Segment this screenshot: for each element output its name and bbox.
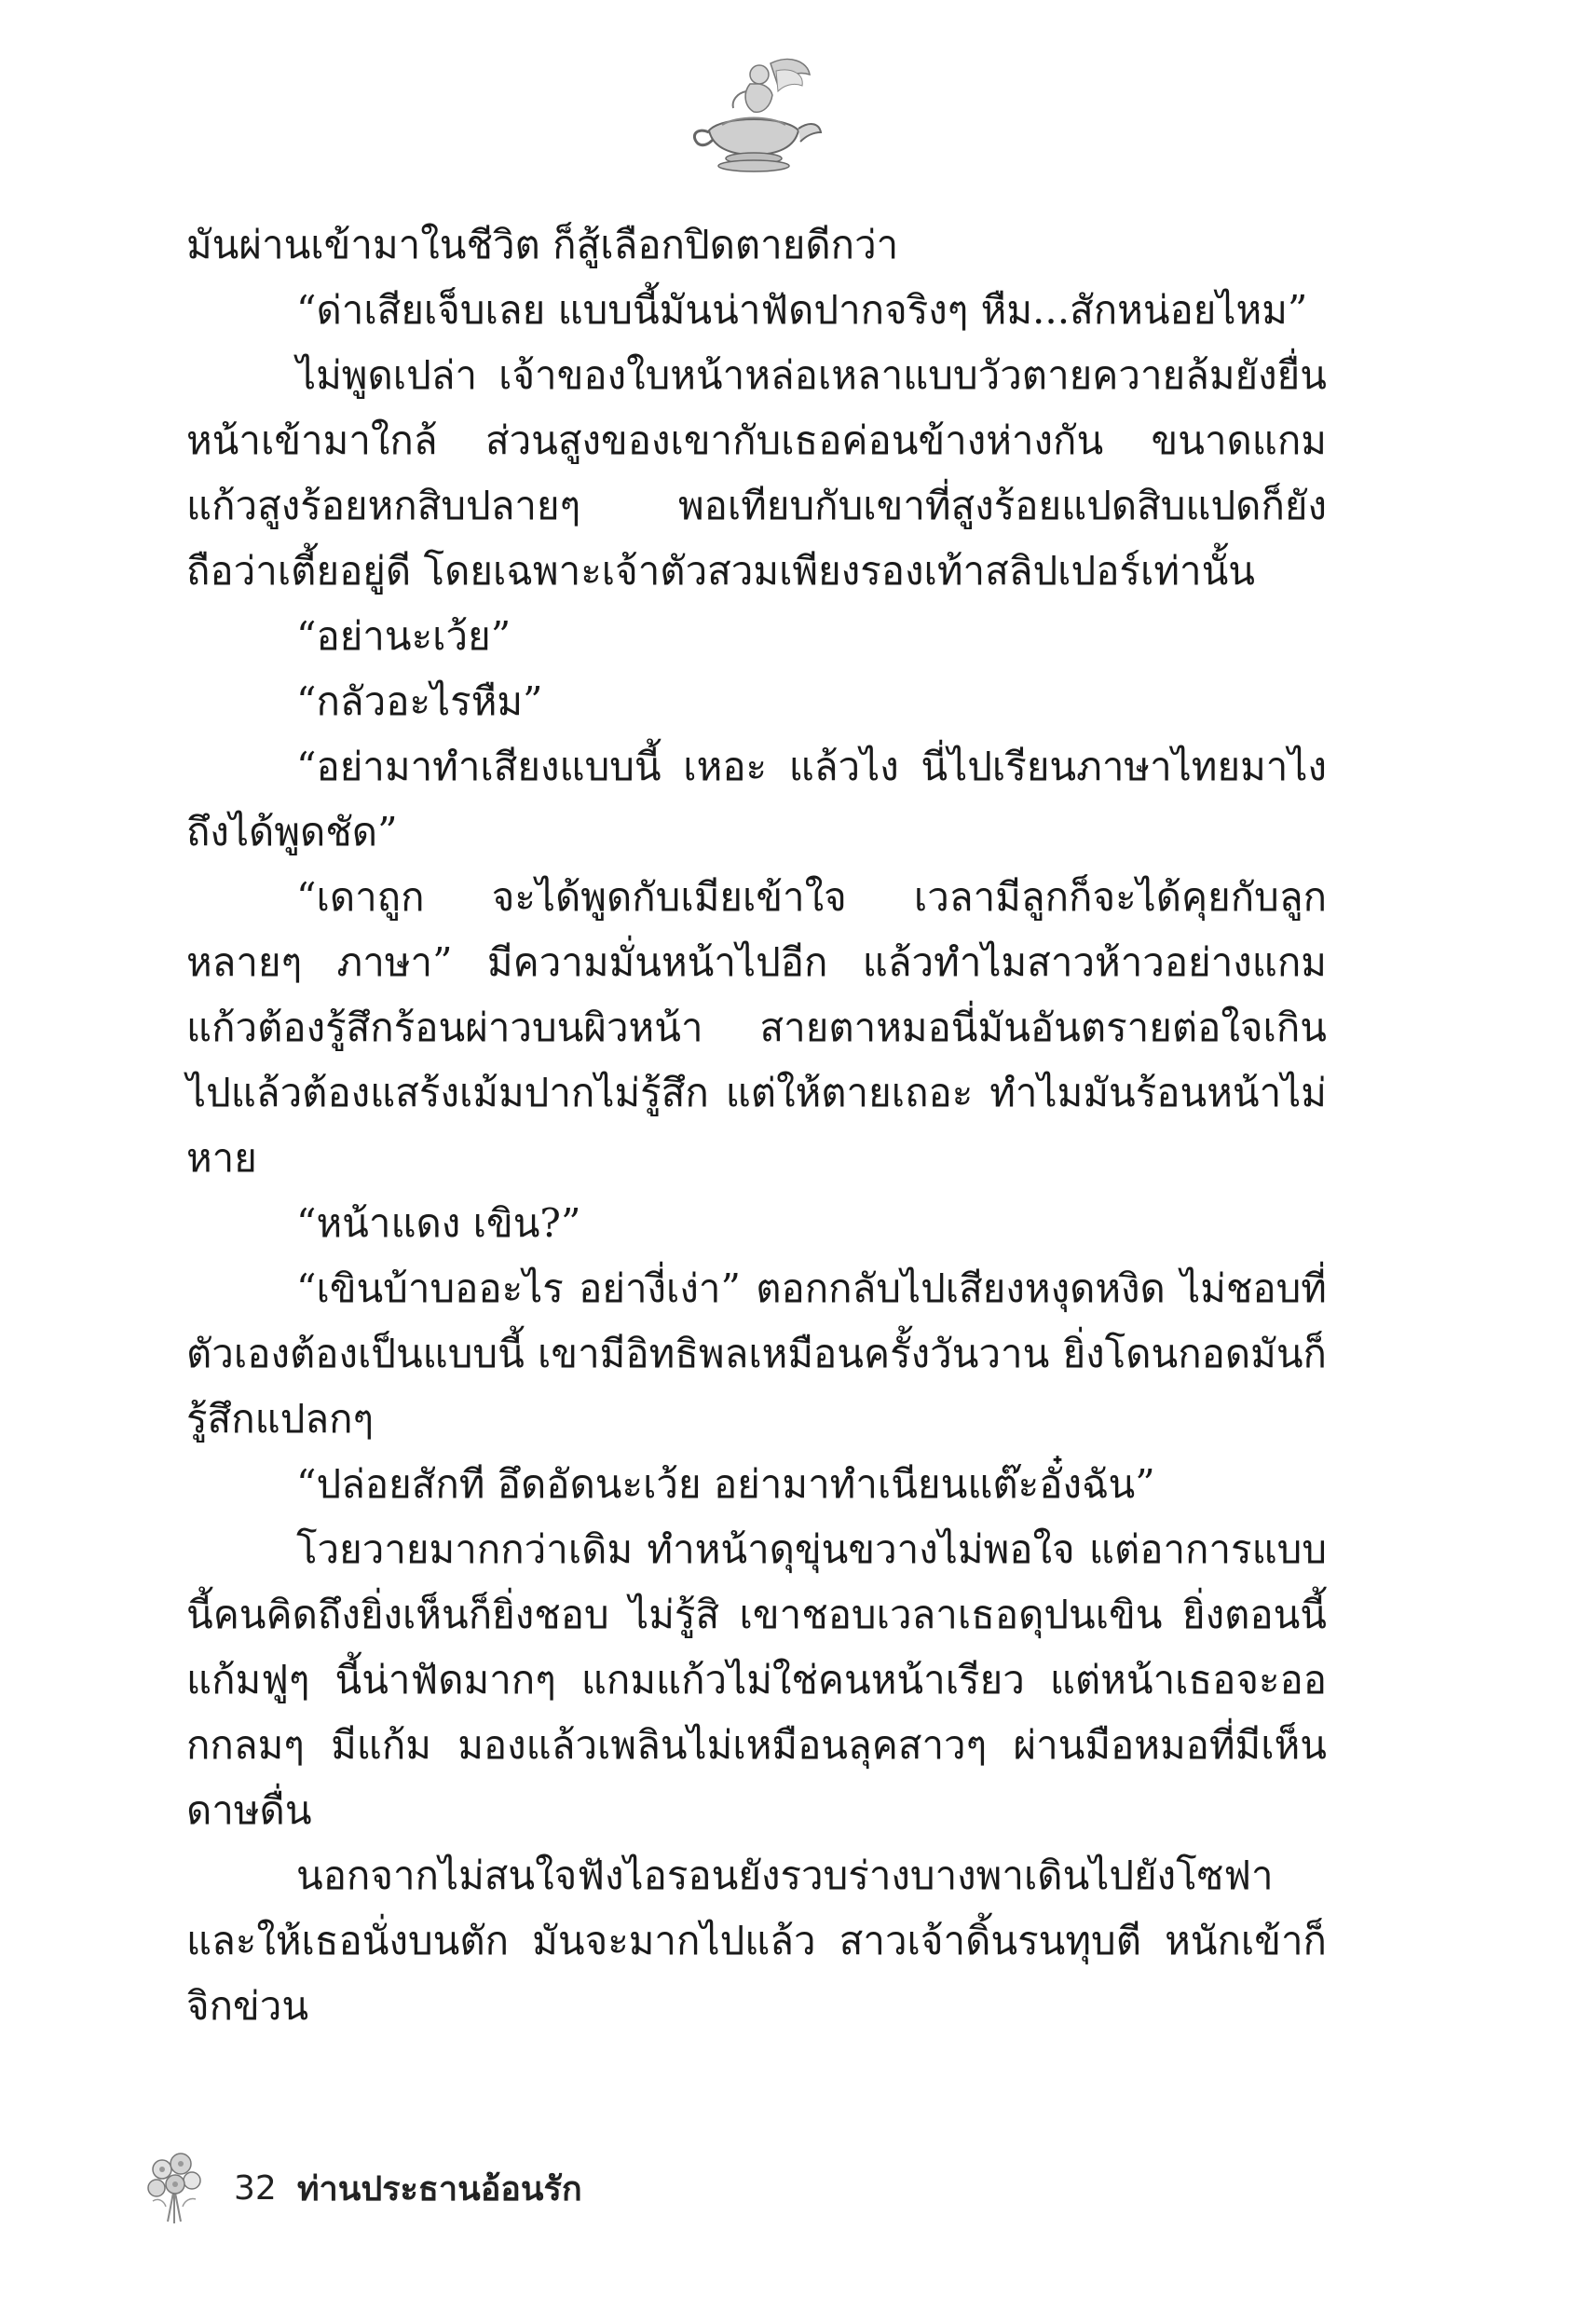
paragraph: มันผ่านเข้ามาในชีวิต ก็สู้เลือกปิดตายดีกว่า xyxy=(186,222,899,267)
flower-bouquet-icon xyxy=(140,2151,210,2225)
paragraph: “เขินบ้าบออะไร อย่างี่เง่า” ตอกกลับไปเสียงหงุดหงิด ไม่ชอบที่ตัวเองต้องเป็นแบบนี้ เขามีอิทธิพลเหมือนครั้งวันวาน ยิ่งโดนกอดมันก็รู้สึกแปลกๆ xyxy=(186,1265,1327,1442)
paragraph: โวยวายมากกว่าเดิม ทำหน้าดุขุ่นขวางไม่พอใจ แต่อาการแบบนี้คนคิดถึงยิ่งเห็นก็ยิ่งชอบ ไม่รู้สิ เขาชอบเวลาเธอดุปนเขิน ยิ่งตอนนี้แก้มฟูๆ นี้น่าฟัดมากๆ แกมแก้วไม่ใช่คนหน้าเรียว แต่หน้าเธอจะออกกลมๆ มีแก้ม มองแล้วเพลินไม่เหมือนลุคสาวๆ ผ่านมือหมอที่มีเห็นดาษดื่น xyxy=(186,1526,1327,1833)
paragraph: “กลัวอะไรหืม” xyxy=(296,678,543,724)
paragraph: ไม่พูดเปล่า เจ้าของใบหน้าหล่อเหลาแบบวัวตายควายล้มยังยื่นหน้าเข้ามาใกล้ ส่วนสูงของเขากับเธอค่อนข้างห่างกัน ขนาดแกมแก้วสูงร้อยหกสิบปลายๆ พอเทียบกับเขาที่สูงร้อยแปดสิบแปดก็ยังถือว่าเตี้ยอยู่ดี โดยเฉพาะเจ้าตัวสวมเพียงรองเท้าสลิปเปอร์เท่านั้น xyxy=(186,352,1327,594)
paragraph: “ปล่อยสักที อึดอัดนะเว้ย อย่ามาทำเนียนแต๊ะอั๋งฉัน” xyxy=(296,1461,1155,1507)
cupid-teapot-icon xyxy=(685,54,825,175)
book-title: ท่านประธานอ้อนรัก xyxy=(296,2169,582,2208)
paragraph: “อย่านะเว้ย” xyxy=(296,613,512,659)
page-footer xyxy=(140,2151,582,2225)
body-text xyxy=(186,212,1327,2039)
paragraph: “ด่าเสียเจ็บเลย แบบนี้มันน่าฟัดปากจริงๆ หืม...สักหน่อยไหม” xyxy=(296,287,1308,333)
paragraph: “อย่ามาทำเสียงแบบนี้ เหอะ แล้วไง นี่ไปเรียนภาษาไทยมาไงถึงได้พูดชัด” xyxy=(186,744,1327,855)
paragraph: “เดาถูก จะได้พูดกับเมียเข้าใจ เวลามีลูกก็จะได้คุยกับลูกหลายๆ ภาษา” มีความมั่นหน้าไปอีก แล้วทำไมสาวห้าวอย่างแกมแก้วต้องรู้สึกร้อนผ่าวบนผิวหน้า สายตาหมอนี่มันอันตรายต่อใจเกินไปแล้วต้องแสร้งเม้มปากไม่รู้สึก แต่ให้ตายเถอะ ทำไมมันร้อนหน้าไม่หาย xyxy=(186,874,1327,1181)
page-number: 32 xyxy=(234,2168,277,2208)
paragraph: นอกจากไม่สนใจฟังไอรอนยังรวบร่างบางพาเดินไปยังโซฟาและให้เธอนั่งบนตัก มันจะมากไปแล้ว สาวเจ้าดิ้นรนทุบตี หนักเข้าก็จิกข่วน xyxy=(186,1853,1327,2029)
paragraph: “หน้าแดง เขิน?” xyxy=(296,1200,581,1246)
